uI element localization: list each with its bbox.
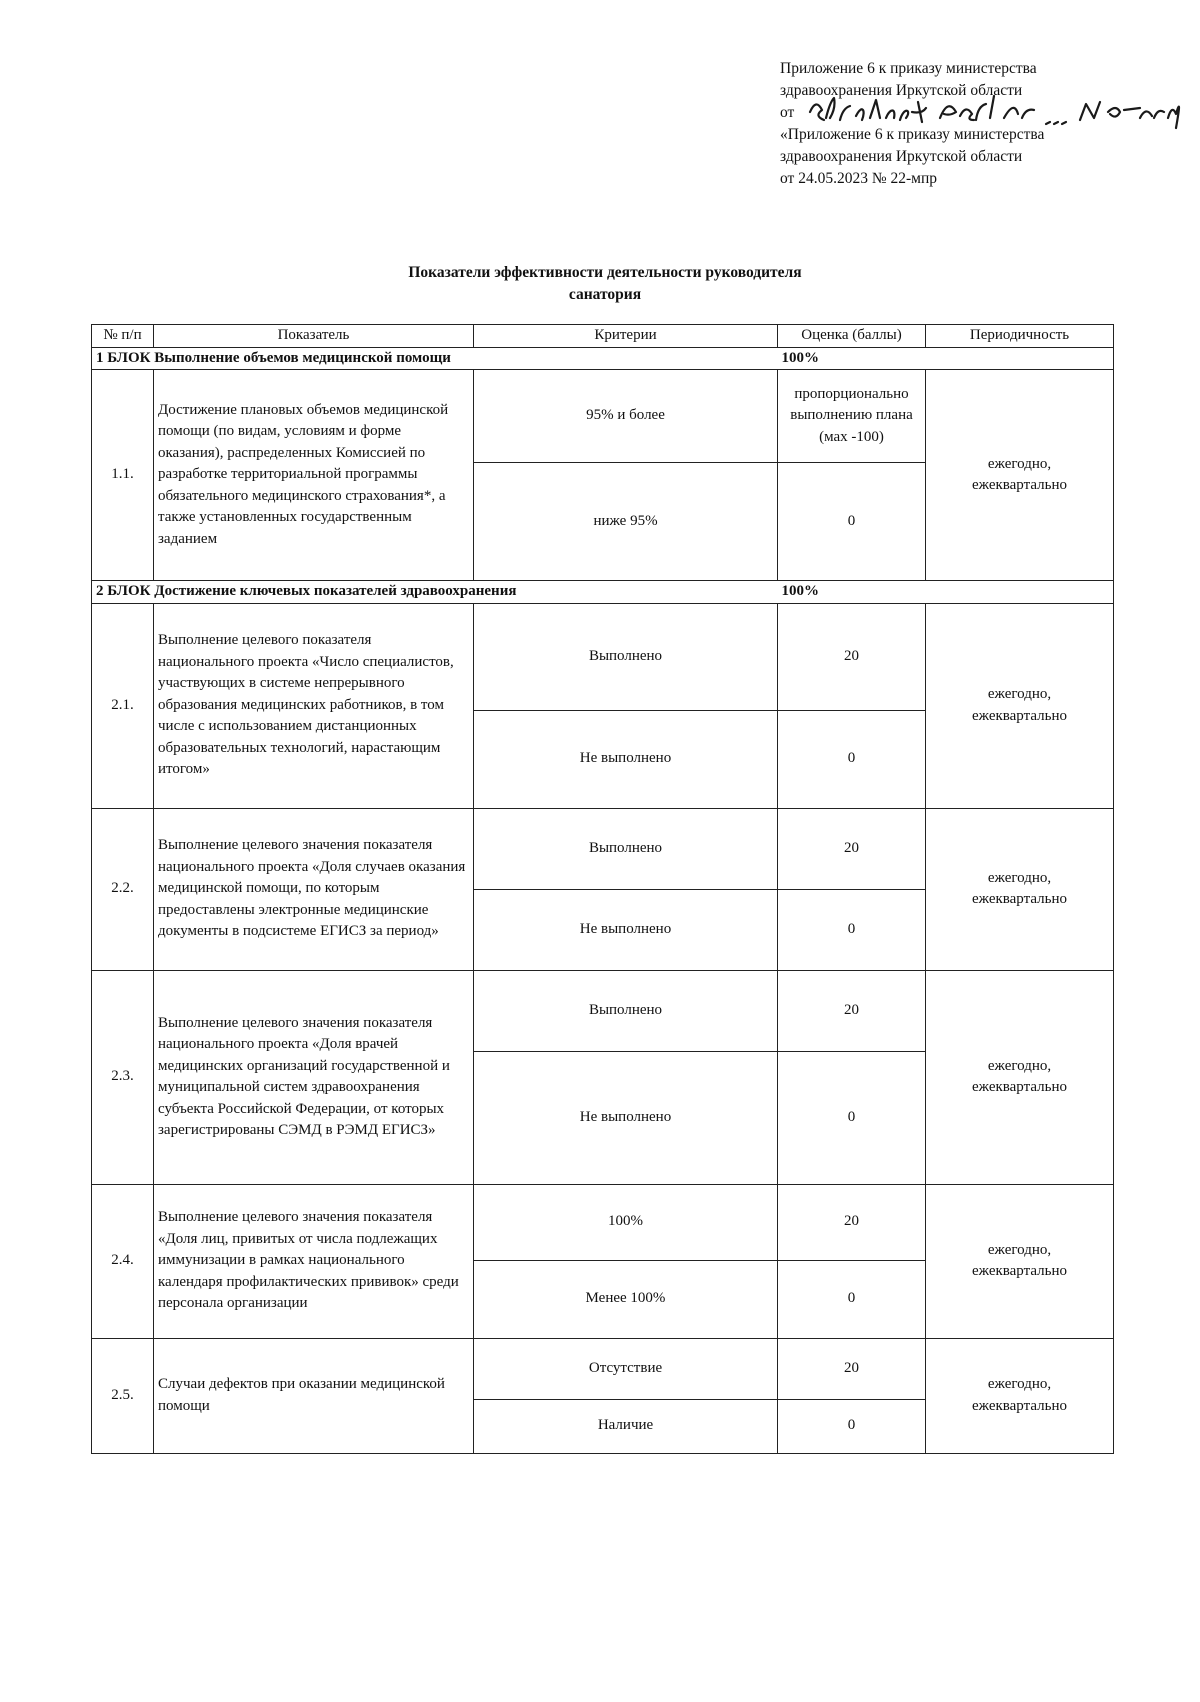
periodicity-line: ежегодно, xyxy=(987,1241,1052,1258)
row-number: 2.1. xyxy=(92,603,154,808)
row-criterion: Не выполнено xyxy=(474,710,778,808)
row-number: 2.4. xyxy=(92,1184,154,1338)
row-periodicity xyxy=(926,970,1114,1184)
row-criterion: Наличие xyxy=(474,1399,778,1453)
handwritten-date-signature xyxy=(790,82,1190,138)
table-row xyxy=(92,603,1114,710)
table-row xyxy=(92,808,1114,889)
table-row xyxy=(92,1184,1114,1260)
row-score: 0 xyxy=(778,1051,926,1184)
row-criterion: Выполнено xyxy=(474,603,778,710)
row-indicator: Случаи дефектов при оказании медицинской помощи xyxy=(154,1338,474,1453)
col-header-number: № п/п xyxy=(92,325,154,348)
block-label: 2 БЛОК Достижение ключевых показателей здравоохранения xyxy=(92,581,778,604)
header-line: здравоохранения Иркутской области xyxy=(780,82,1023,99)
row-criterion: ниже 95% xyxy=(474,463,778,581)
row-indicator: Выполнение целевого значения показателя национального проекта «Доля случаев оказания медицинской помощи, по которым предоставлены электронные медицинские документы в подсистеме ЕГИСЗ за период» xyxy=(154,808,474,970)
table-row xyxy=(92,970,1114,1051)
periodicity-line: ежеквартально xyxy=(972,1397,1067,1414)
row-number: 1.1. xyxy=(92,370,154,581)
row-score: 20 xyxy=(778,970,926,1051)
block-row xyxy=(92,347,1114,370)
row-number: 2.2. xyxy=(92,808,154,970)
row-score: 20 xyxy=(778,1184,926,1260)
title-line-2: санатория xyxy=(568,286,642,303)
col-header-periodicity: Периодичность xyxy=(926,325,1114,348)
periodicity-line: ежеквартально xyxy=(972,707,1067,724)
row-criterion: 100% xyxy=(474,1184,778,1260)
header-line: здравоохранения Иркутской области xyxy=(780,148,1023,165)
periodicity-line: ежегодно, xyxy=(987,686,1052,702)
row-criterion: Выполнено xyxy=(474,970,778,1051)
col-header-criteria: Критерии xyxy=(474,325,778,348)
document-title xyxy=(280,262,930,306)
row-periodicity xyxy=(926,808,1114,970)
row-score: пропорционально выполнению плана (мах -100) xyxy=(778,370,926,463)
row-score: 0 xyxy=(778,1260,926,1338)
row-score: 0 xyxy=(778,889,926,970)
row-score: 20 xyxy=(778,603,926,710)
block-label: 1 БЛОК Выполнение объемов медицинской помощи xyxy=(92,347,778,370)
row-indicator: Выполнение целевого значения показателя национального проекта «Доля врачей медицинских организаций государственной и муниципальной систем здравоохранения субъекта Российской Федерации, от которых зарегистрированы СЭМД в РЭМД ЕГИСЗ» xyxy=(154,970,474,1184)
title-line-1: Показатели эффективности деятельности руководителя xyxy=(408,264,802,281)
row-criterion: Не выполнено xyxy=(474,889,778,970)
row-periodicity xyxy=(926,370,1114,581)
row-periodicity xyxy=(926,1184,1114,1338)
row-score: 20 xyxy=(778,1338,926,1399)
row-periodicity xyxy=(926,603,1114,808)
row-indicator: Достижение плановых объемов медицинской помощи (по видам, условиям и форме оказания), распределенных Комиссией по разработке территориальной программы обязательного медицинского страхования*, а также установленных государственным заданием xyxy=(154,370,474,581)
row-number: 2.5. xyxy=(92,1338,154,1453)
row-score: 0 xyxy=(778,463,926,581)
col-header-indicator: Показатель xyxy=(154,325,474,348)
periodicity-line: ежеквартально xyxy=(972,1079,1067,1095)
header-line: Приложение 6 к приказу министерства xyxy=(780,60,1037,77)
row-criterion: Не выполнено xyxy=(474,1051,778,1184)
row-score: 20 xyxy=(778,808,926,889)
row-indicator: Выполнение целевого показателя национального проекта «Число специалистов, участвующих в системе непрерывного образования медицинских работников, в том числе с использованием дистанционных образовательных технологий, нарастающим итогом» xyxy=(154,603,474,808)
row-score: 0 xyxy=(778,1399,926,1453)
row-score: 0 xyxy=(778,710,926,808)
row-criterion: Выполнено xyxy=(474,808,778,889)
periodicity-line: ежеквартально xyxy=(972,891,1067,907)
table-header-row xyxy=(92,325,1114,348)
block-row xyxy=(92,581,1114,604)
header-line: «Приложение 6 к приказу министерства xyxy=(780,126,1045,143)
periodicity-line: ежегодно, xyxy=(987,869,1052,886)
col-header-score: Оценка (баллы) xyxy=(778,325,926,348)
row-periodicity xyxy=(926,1338,1114,1453)
header-line: от 24.05.2023 № 22-мпр xyxy=(780,170,937,187)
table-row xyxy=(92,1338,1114,1399)
row-criterion: Отсутствие xyxy=(474,1338,778,1399)
periodicity-line: ежегодно, xyxy=(987,1376,1052,1392)
row-number: 2.3. xyxy=(92,970,154,1184)
row-criterion: 95% и более xyxy=(474,370,778,463)
indicators-table xyxy=(91,324,1114,1454)
header-line: от xyxy=(780,104,795,121)
periodicity-line: ежеквартально xyxy=(972,1263,1067,1279)
row-indicator: Выполнение целевого значения показателя «Доля лиц, привитых от числа подлежащих иммунизации в рамках национального календаря профилактических прививок» среди персонала организации xyxy=(154,1184,474,1338)
periodicity-line: ежегодно, xyxy=(987,1057,1052,1074)
row-criterion: Менее 100% xyxy=(474,1260,778,1338)
block-percent: 100% xyxy=(778,581,1114,604)
block-percent: 100% xyxy=(778,347,1114,370)
table-row xyxy=(92,370,1114,463)
periodicity-line: ежегодно, xyxy=(987,455,1052,472)
periodicity-line: ежеквартально xyxy=(972,477,1067,493)
